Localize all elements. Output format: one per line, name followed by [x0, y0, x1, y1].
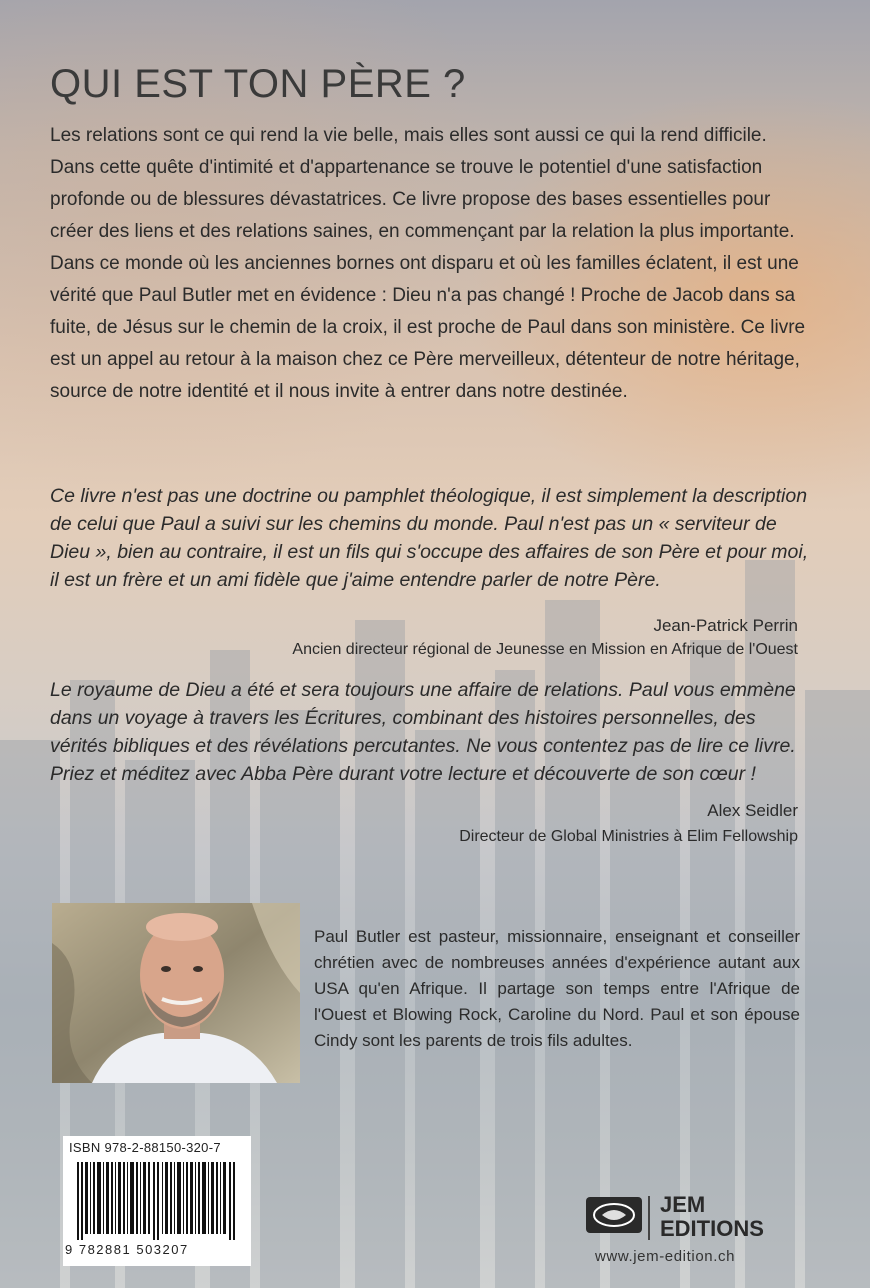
barcode: [77, 1162, 237, 1240]
logo-divider: [648, 1196, 650, 1240]
endorsement-quote: Ce livre n'est pas une doctrine ou pamphlet théologique, il est simplement la description de celui que Paul a suivi sur les chemins du monde. Paul n'est pas un « serviteur de Dieu », bien au contraire, il est un fils qui s'occupe des affaires de son Père et pour moi, il est un frère et un ami fidèle que j'aime entendre parler de notre Père.: [50, 485, 809, 591]
endorser-role: Directeur de Global Ministries à Elim Fellowship: [459, 828, 798, 845]
barcode-block: [63, 1136, 251, 1266]
jem-logo-icon: [586, 1197, 642, 1233]
publisher-name: JEM: [660, 1192, 706, 1217]
endorsement-quote: Le royaume de Dieu a été et sera toujours une affaire de relations. Paul vous emmène dans un voyage à travers les Écritures, combinant des histoires personnelles, des vérités bibliques et des révélations percutantes. Ne vous contentez pas de lire ce livre. Priez et méditez avec Abba Père durant votre lecture et découverte de son cœur !: [50, 679, 796, 785]
author-bio: Paul Butler est pasteur, missionnaire, enseignant et conseiller chrétien avec de nombreuses années d'expérience autant aux USA qu'en Afrique. Il partage son temps entre l'Afrique de l'Ouest et Blowing Rock, Caroline du Nord. Paul et son épouse Cindy sont les parents de trois fils adultes.: [314, 927, 800, 1050]
back-cover-description: Les relations sont ce qui rend la vie belle, mais elles sont aussi ce qui la rend difficile. Dans cette quête d'intimité et d'appartenance se trouve le potentiel d'une satisfaction profonde ou de blessures dévastatrices. Ce livre propose des bases essentielles pour créer des liens et des relations saines, en commençant par la relation la plus importante. Dans ce monde où les anciennes bornes ont disparu et où les familles éclatent, il est une vérité que Paul Butler met en évidence : Dieu n'a pas changé ! Proche de Jacob dans sa fuite, de Jésus sur le chemin de la croix, il est proche de Paul dans son ministère. Ce livre est un appel au retour à la maison chez ce Père merveilleux, détenteur de notre héritage, source de notre identité et il nous invite à entrer dans notre destinée.: [50, 125, 806, 402]
endorser-name: Alex Seidler: [707, 801, 798, 820]
isbn-number: ISBN 978-2-88150-320-7: [69, 1140, 221, 1155]
endorser-role: Ancien directeur régional de Jeunesse en Mission en Afrique de l'Ouest: [292, 641, 798, 658]
author-photo: [52, 903, 300, 1083]
publisher-website: www.jem-edition.ch: [595, 1248, 736, 1265]
endorser-name: Jean-Patrick Perrin: [653, 616, 798, 635]
book-title: QUI EST TON PÈRE ?: [50, 62, 466, 106]
publisher-name-editions: EDITIONS: [660, 1216, 764, 1241]
barcode-digits: 9 782881 503207: [65, 1242, 189, 1257]
